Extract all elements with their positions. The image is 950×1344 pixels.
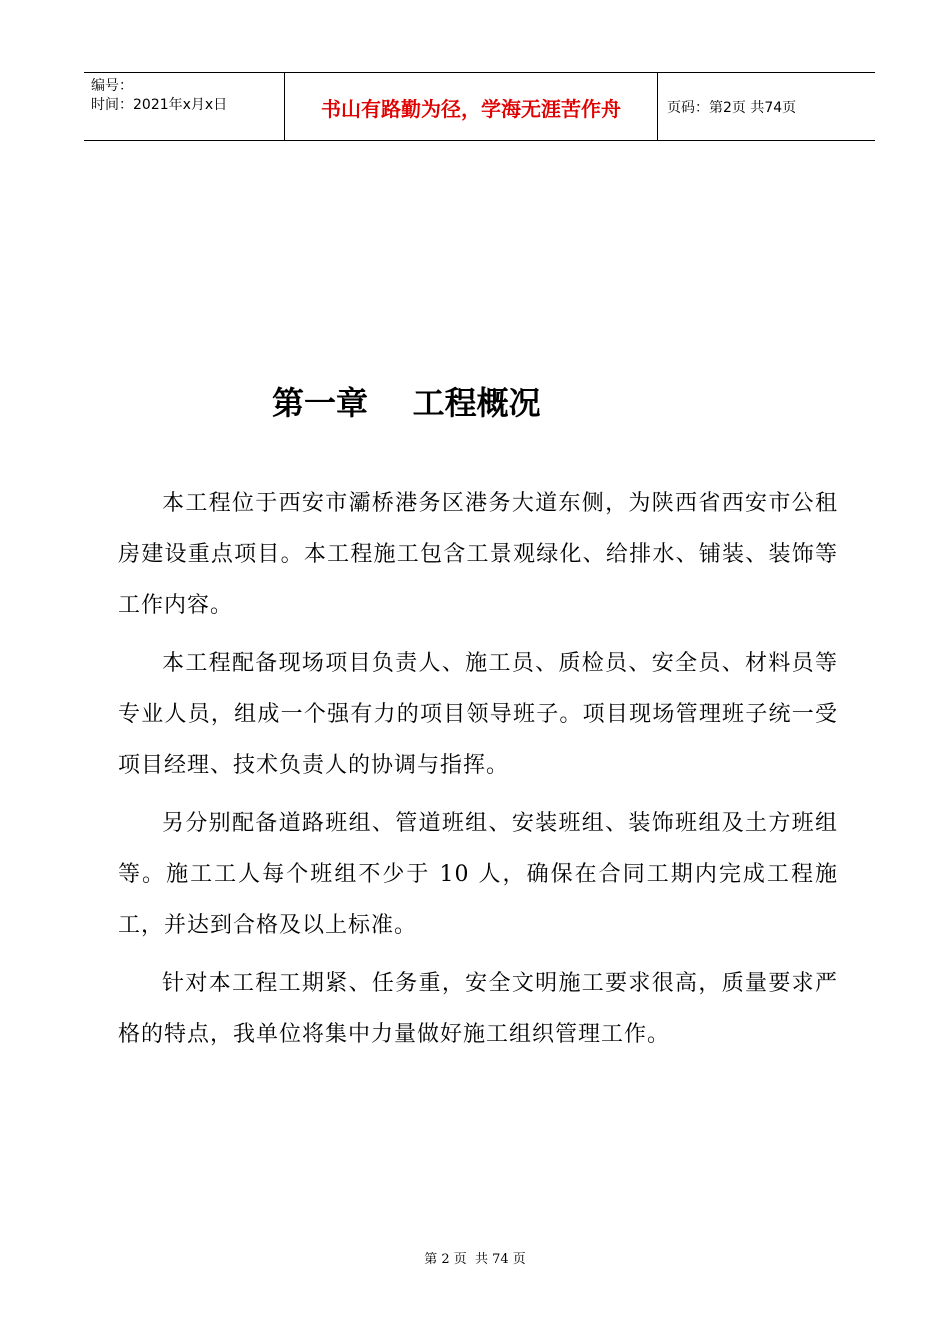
header-info-cell xyxy=(84,73,285,140)
paragraph: 针对本工程工期紧、任务重，安全文明施工要求很高，质量要求严格的特点，我单位将集中力量做好施工组织管理工作。 xyxy=(118,971,838,1047)
chapter-title: 第一章 工程概况 xyxy=(272,384,541,422)
paragraph: 本工程配备现场项目负责人、施工员、质检员、安全员、材料员等专业人员，组成一个强有力的项目领导班子。项目现场管理班子统一受项目经理、技术负责人的协调与指挥。 xyxy=(118,651,838,778)
page-footer: 第 2 页 共 74 页 xyxy=(424,1252,526,1267)
header-page-cell xyxy=(658,73,875,140)
page-code: 页码：第2页 共74页 xyxy=(667,99,797,116)
number-label: 编号： xyxy=(91,78,133,94)
page-header xyxy=(84,72,875,141)
paragraph: 另分别配备道路班组、管道班组、安装班组、装饰班组及土方班组等。施工工人每个班组不少于 10 人，确保在合同工期内完成工程施工，并达到合格及以上标准。 xyxy=(118,811,838,938)
time-label: 时间：2021年x月x日 xyxy=(91,97,228,113)
header-motto-cell xyxy=(285,73,658,140)
document-body xyxy=(118,478,838,1067)
motto: 书山有路勤为径，学海无涯苦作舟 xyxy=(321,97,621,121)
paragraph: 本工程位于西安市灞桥港务区港务大道东侧，为陕西省西安市公租房建设重点项目。本工程施工包含工景观绿化、给排水、铺装、装饰等工作内容。 xyxy=(118,491,838,618)
